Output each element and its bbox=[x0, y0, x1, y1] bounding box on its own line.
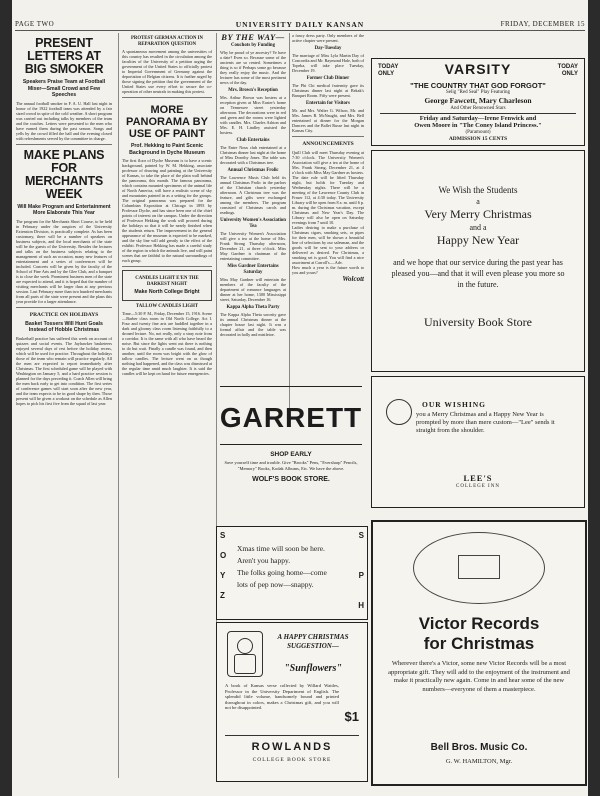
garrett-name: GARRETT bbox=[219, 402, 363, 433]
lees-name: LEE'S bbox=[463, 473, 493, 483]
headline-merchants: MAKE PLANS FOR MERCHANTS WEEK bbox=[23, 147, 105, 201]
item-text: Miss May Gardner will entertain the members of the faculty of the department of romance languages at dinner at her home, 1300 Mississippi street, Saturday, December 16. bbox=[220, 277, 286, 302]
lees-subtitle: COLLEGE INN bbox=[456, 484, 500, 489]
victor-records-ad bbox=[371, 520, 587, 786]
letter-h: H bbox=[358, 601, 364, 610]
ad-line: Xmas time will soon be here. bbox=[237, 544, 325, 553]
column-2 bbox=[122, 33, 212, 778]
item-text: Mr. and Mrs. Walter G. Wilson, Mr. and Mrs. James B. McNaught, and Mrs. Bell entertained at dinner for the Morgan Dancers and the Ballet Russe last night in Kansas City. bbox=[292, 108, 364, 133]
left-scan-edge bbox=[0, 0, 12, 796]
studio-label: (Paramount) bbox=[465, 130, 491, 135]
divider bbox=[16, 144, 112, 145]
newspaper-name: UNIVERSITY DAILY KANSAN bbox=[235, 20, 365, 29]
ad-line: lots of pep now—snappy. bbox=[237, 580, 314, 589]
article-practice: Basketball practice has suffered this week on account of quizzes and social events. The Jayhawker basketeers enjoyed several days of rest before the holiday recess, which will be used for practice. Throughout the holidays those of the team who remain will practice regularly. All the men are expected to report immediately after Christmas. The first scheduled game will be played with Washington on January 5, and a hard practice session is planned for the days preceding it. Coach Allen will bring the men back early to get into condition. The first series of conference games will start soon after the new year, and the team expects to be in good shape by then. Those present will be given a workout on the schedule as Allen hopes to pick his first five from the squad of last year. bbox=[16, 335, 112, 406]
item-heading: Day-Tuesday bbox=[314, 46, 342, 51]
victor-message: Wherever there's a Victor, some new Victor Records will be a most appropriate gift. They will add to the enjoyment of the instrument and make it practically new again. Come in and hear some of the new numbers—everyone of them a masterpiece. bbox=[388, 660, 570, 693]
by-the-way-header: BY THE WAY— bbox=[221, 33, 285, 42]
item-text: Why be proud of ye ancestry? Ye have a date? Even so. Because some of the ancients are so rented. Sometimes a thing is so if Perhaps some go because they really enjoy the music. And the lecturer has some of the most pertinent news of the day. bbox=[220, 50, 286, 85]
announcements-title: ANNOUNCEMENTS bbox=[302, 141, 354, 147]
subhead-practice: Basket Tossers Will Hunt Goals Instead of Hobble Christmas bbox=[25, 320, 103, 333]
victor-title: for Christmas bbox=[423, 634, 535, 653]
xmas-shop-ad bbox=[216, 526, 368, 620]
item-heading: Miss Gardner Entertains Saturday bbox=[227, 264, 279, 275]
subhead-panorama: Prof. Hekking to Paint Scenic Background in Dyche Museum bbox=[129, 143, 205, 156]
column-4 bbox=[292, 33, 364, 403]
headline-letters: PRESENT LETTERS AT BIG SMOKER bbox=[24, 36, 104, 76]
item-heading: Kappa Alpha Theta Party bbox=[226, 305, 280, 310]
column-rule bbox=[118, 33, 119, 778]
item-heading: Club Entertains bbox=[236, 138, 270, 143]
today-label: TODAY bbox=[378, 64, 399, 70]
article-tallow: Time—5:30 P. M., Friday, December 15, 1916. Scene—Barber class room in Old North College. Act I. Four and twenty fine arts are huddled together in a dark and gloomy class room listening faithfully to a droned lecture. No, not really, only a stray note from a corridor. It is the same with all who have heard the noise. But since the lights went out there is nothing to do but wait. Finally a candle was found, and then another, until the room was bright with the glow of tallow candles. The lecture went on as though nothing had happened, and the class was dismissed at the regular time amid much laughter. It is said the candles will be kept on hand for future emergencies. bbox=[122, 310, 212, 376]
rowlands-sunflowers-ad bbox=[216, 622, 368, 782]
candles-title: CANDLES LIGHT E'EN THE DARKEST NIGHT bbox=[135, 276, 199, 287]
rowlands-lead: A HAPPY CHRISTMAS SUGGESTION— bbox=[277, 633, 349, 650]
today-label: TODAY bbox=[557, 64, 578, 70]
item-text: The Entre Nous club entertained at a Christmas dinner last night at the home of Miss Dorothy Jones. The table was decorated with a Christmas tree. bbox=[220, 145, 286, 165]
rowlands-subtitle: COLLEGE BOOK STORE bbox=[252, 757, 332, 763]
bookstore-message: and we hope that our service during the past year has pleased you—and that it will even please you more so in the future. bbox=[391, 258, 565, 289]
divider bbox=[122, 97, 212, 98]
column-rule bbox=[289, 33, 290, 416]
issue-date: FRIDAY, DECEMBER 15 bbox=[500, 20, 585, 28]
item-text: The University Women's Association will give a tea at the home of Mrs. Frank Strong Thursday afternoon, December 21, at three o'clock. Miss May Gardner is chairman of the entertaining committee. bbox=[220, 231, 286, 261]
page-number: PAGE TWO bbox=[15, 20, 55, 28]
article-panorama: The first floor of Dyche Museum is to have a scenic background, painted by W. M. Hekking, associate professor of drawing and painting at the University of Kansas, to take the place of the plain wall behind the panorama, this month. The famous panorama, which contains mounted specimens of the animal life of North America, will have a realistic scene of sky and mountains painted in as a setting for the groups. The original panorama was prepared for the Columbian Exposition at Chicago in 1893 by Professor Dyche, and has since been one of the chief points of interest on the campus. Under the direction of Professor Hekking the work will proceed during the holidays so that it will be nearly finished when the students return. The improvement in the general appearance of the museum is expected to be marked, and the sky line will add greatly to the effect of the exhibit. Professor Hekking has made a careful study of the region in which the animals live, and will paint scenes that are faithful to the natural surroundings of each group. bbox=[122, 158, 212, 263]
only-label: ONLY bbox=[561, 71, 578, 77]
item-heading: Annual Christmas Frolic bbox=[227, 168, 279, 173]
candles-subtitle: Make North College Bright bbox=[134, 289, 200, 295]
headline-practice: PRACTICE ON HOLIDAYS bbox=[29, 311, 99, 318]
announcement-ad: Ladies desiring to make a purchase of Christmas cigars, smoking sets, or pipes for their men, will be shown a beautiful line of selections by our salesman, and the goods will be sent to your address or delivered as desired. For Christmas, a smoking set is good. You will find a nice assortment at Carroll's.—Adv. bbox=[292, 225, 364, 265]
letter-p: P bbox=[358, 571, 364, 580]
article-letters: The annual football smoker in F. A. U. Hall last night in honor of the 1922 football team was attended by a fair sized crowd in spite of the cold weather. A short program was carried out including talks by members of the team and the coaches. Letters were presented to the men who have earned them during the past season. Songs and yells by the crowd filled the hall and the evening closed with refreshments served by the committee in charge. bbox=[16, 100, 112, 141]
bookstore-name: University Book Store bbox=[424, 315, 532, 329]
wolfs-store-name: WOLF'S BOOK STORE. bbox=[252, 476, 330, 483]
garrett-wolfs-ad bbox=[216, 378, 366, 524]
feature-title: "THE COUNTRY THAT GOD FORGOT" bbox=[410, 81, 546, 90]
item-text: The marriage of Miss Lyla Martin Day of Concordia and Mr. Raymond Hale, both of Topeka, will take place Tuesday, December 19. bbox=[292, 53, 364, 73]
item-heading: Mrs. Brown's Reception bbox=[228, 88, 278, 93]
feature-others: And Other Renowned Stars bbox=[450, 106, 506, 111]
wolfs-message: Save yourself time and trouble. Give "Brooks" Pens, "Eversharp" Pencils, "Memory" Books, Kodak Albums, Etc. We have the above. bbox=[224, 460, 358, 471]
lees-message: you a Merry Christmas and a Happy New Year is prompted by more than mere custom—"Lee" sends it straight from the shoulder. bbox=[416, 411, 555, 434]
bell-bros-name: Bell Bros. Music Co. bbox=[430, 742, 528, 753]
item-heading: Former Club Dinner bbox=[306, 76, 350, 81]
letter-s: S bbox=[220, 531, 226, 540]
greeting-line: Happy New Year bbox=[436, 233, 520, 247]
greeting-line: We Wish the Students bbox=[438, 185, 518, 195]
candles-box bbox=[122, 270, 212, 301]
next-feature-line: Owen Moore in "The Coney Island Princess." bbox=[414, 122, 542, 129]
next-feature-line: Friday and Saturday—Irene Fenwick and bbox=[419, 115, 537, 122]
article-merchants: The program for the Merchants Short Course, to be held in February under the auspices of the University Extension Division, is practically complete. As has been customary, there will be a number of speakers on business subjects, and the local merchants of the state will be the guests of the University. Besides the lectures and talks on the business subjects relating to the management of such an occasion, many new features of entertainment and a series of conferences will be included. Concerts will be given by the faculty of the School of Fine Arts and by the Glee Club, and a banquet is to close the week. Prominent business men of the state are expected to attend, and it is hoped that the number of visiting merchants will be larger than at any previous session. Last February more than two hundred merchants from all parts of the state were present and the plans this year provide for a larger attendance. bbox=[16, 218, 112, 304]
masthead-rule bbox=[15, 30, 585, 31]
only-label: ONLY bbox=[378, 71, 395, 77]
item-text: The Lawrence Musis Club held its annual Christmas Frolic in the parlors of the Christian church yesterday afternoon. A Christmas tree was the feature, and gifts were exchanged among the members. The program consisted of Christmas carols and readings. bbox=[220, 175, 286, 215]
item-text: The Phi Chi medical fraternity gave its Christmas dinner last night at Bekak's Banquet Room. Fifty were present. bbox=[292, 83, 364, 98]
item-heading: University Women's Association Tea bbox=[220, 218, 286, 229]
item-text: The Kappa Alpha Theta sorority gave its annual Christmas dinner at the chapter house last night. It was a formal affair and the table was decorated in holly and mistletoe. bbox=[220, 312, 286, 337]
divider bbox=[292, 136, 364, 137]
rowlands-name: ROWLANDS bbox=[251, 741, 333, 753]
varsity-theater-ad bbox=[371, 58, 585, 146]
bell-bros-manager: G. W. HAMILTON, Mgr. bbox=[445, 758, 513, 765]
item-text: a fancy dress party. Only members of the active chapter were present. bbox=[292, 33, 364, 43]
subhead-letters: Speakers Praise Team at Football Mixer—Small Crowd and Few Speeches bbox=[22, 79, 106, 98]
varsity-title: VARSITY bbox=[444, 61, 512, 77]
letter-y: Y bbox=[220, 571, 226, 580]
ad-line: The folks going home—come bbox=[237, 568, 327, 577]
divider bbox=[16, 307, 112, 308]
shop-early: SHOP EARLY bbox=[270, 451, 312, 458]
victor-title: Victor Records bbox=[418, 614, 540, 633]
feature-subtitle: Selig "Red Seal" Play Featuring bbox=[445, 90, 511, 95]
price: $1 bbox=[344, 709, 359, 724]
announcement-ad: How much a year is the future worth to you and yours? bbox=[292, 265, 364, 275]
wreath-icon bbox=[386, 399, 412, 425]
greeting-line: Very Merry Christmas bbox=[424, 207, 532, 221]
item-text: Mrs. Arthur Brown was hostess at a reception given at Miss Easter's home on Tennessee street yesterday afternoon. The decorations were in red and green and the rooms were lighted with candles. Mrs. Charles Ashton and Mrs. E. H. Lindley assisted the hostess. bbox=[220, 95, 286, 135]
admission-price: ADMISSION 15 CENTS bbox=[448, 136, 508, 142]
subhead-merchants: Will Make Program and Entertainment More Elaborate This Year bbox=[17, 203, 111, 216]
letter-z: Z bbox=[220, 591, 225, 600]
column-1 bbox=[16, 33, 112, 778]
announcements-text: Quill Club will meet Thursday evening at 7:30 o'clock. The University Women's Association will give a tea at the home of Mrs. Frank Strong, December 21, at 4 o'clock with Miss May Gardner as hostess. The date rule will be lifted Thursday night, but holds for Tuesday and Wednesday nights. There will be a meeting of the Lawrence County Club in Fraser 112, at 4:30 today. The University Library will be open from 8 a. m. until 6 p. m. during the Christmas vacation, except Christmas and New Year's Day. The Library will also be open on Saturday evenings from 7 until 10. bbox=[292, 150, 364, 225]
santa-illustration-icon bbox=[227, 631, 263, 677]
signature-ad: Wolcott bbox=[342, 275, 364, 283]
letter-o: O bbox=[220, 551, 227, 560]
victrola-illustration-icon bbox=[413, 532, 545, 604]
item-heading: Couchots by Funding bbox=[231, 43, 275, 48]
lees-college-inn-ad bbox=[371, 376, 585, 508]
greeting-line: a bbox=[476, 197, 480, 206]
greeting-line: and a bbox=[469, 223, 487, 232]
rowlands-message: A book of Kansas verse collected by Willard Wattles, Professor in the University Department of English. The splendid little volume, handsomely bound and printed throughout in colors, makes a Christmas gift, and you will not be disappointed. bbox=[225, 683, 339, 711]
ad-line: Aren't you happy. bbox=[237, 556, 291, 565]
sunflowers-title: "Sunflowers" bbox=[284, 663, 342, 674]
letter-s: S bbox=[358, 531, 364, 540]
item-heading: Entertain for Visitors bbox=[306, 101, 350, 106]
feature-stars: George Fawcett, Mary Charleson bbox=[424, 96, 532, 105]
headline-panorama: MORE PANORAMA BY USE OF PAINT bbox=[126, 104, 208, 140]
bookstore-christmas-ad bbox=[371, 150, 585, 372]
divider bbox=[122, 266, 212, 267]
article-protest: A spontaneous movement among the universities of this country has resulted in the circulation among the faculties of the University of a petition urging the government of the United States to officially protest to Imperial Government of Germany against the deportation of Belgian citizens. It is further urged by those signing the petition that the government of the United States use every effort to secure the co-operation of other neutrals in making this protest. bbox=[122, 49, 212, 94]
headline-protest: PROTEST GERMAN ACTION IN REPARATION QUESTION bbox=[130, 36, 203, 47]
lees-lead: OUR WISHING bbox=[422, 400, 486, 409]
headline-tallow: TALLOW CANDLES LIGHT bbox=[135, 303, 199, 309]
right-scan-edge bbox=[588, 0, 600, 796]
